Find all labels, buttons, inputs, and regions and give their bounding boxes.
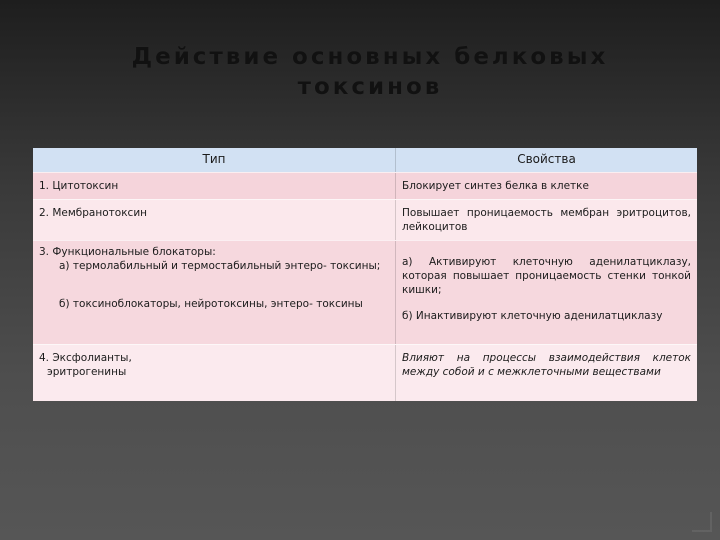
- cell-properties: Повышает проницаемость мембран эритроцитов, лейкоцитов: [395, 200, 697, 241]
- cell-type-heading: 3. Функциональные блокаторы:: [39, 246, 216, 258]
- header-type: Тип: [202, 152, 226, 166]
- table-row: [33, 172, 697, 200]
- slide-title-line2: токсинов: [297, 74, 443, 100]
- cell-type: [33, 241, 395, 345]
- cell-type-line2: эритрогенины: [47, 366, 127, 378]
- corner-decoration: [692, 512, 712, 532]
- cell-properties: [395, 241, 697, 345]
- cell-type: [33, 345, 395, 401]
- cell-properties: Блокирует синтез белка в клетке: [395, 173, 697, 200]
- toxins-table: [33, 148, 697, 400]
- cell-properties-a: а) Активируют клеточную аденилатциклазу, которая повышает проницаемость стенки тонкой кишки;: [402, 256, 691, 296]
- table-header-row: [33, 148, 697, 174]
- table-row: [33, 344, 697, 401]
- cell-type: 1. Цитотоксин: [39, 180, 119, 192]
- cell-type-line1: 4. Эксфолианты,: [39, 352, 132, 364]
- cell-type-a: а) термолабильный и термостабильный энтеро- токсины;: [59, 260, 381, 272]
- table-row: [33, 240, 697, 345]
- table-row: [33, 199, 697, 241]
- cell-properties: Влияют на процессы взаимодействия клеток между собой и с межклеточными веществами: [395, 345, 697, 401]
- cell-properties-b: б) Инактивируют клеточную аденилатциклазу: [402, 310, 663, 322]
- header-properties: Свойства: [395, 148, 697, 172]
- cell-type: 2. Мембранотоксин: [39, 207, 148, 219]
- slide-title-line1: Действие основных белковых: [131, 44, 609, 70]
- cell-type-b: б) токсиноблокаторы, нейротоксины, энтеро- токсины: [59, 298, 363, 310]
- slide-title: [100, 42, 640, 102]
